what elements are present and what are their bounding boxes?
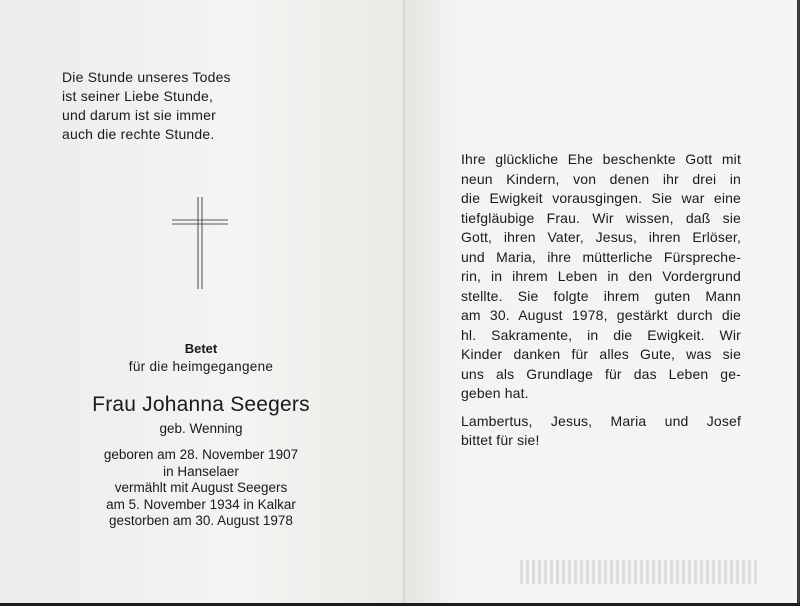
life-line: am 5. November 1934 in Kalkar (106, 496, 296, 512)
bleed-through-imprint (520, 560, 760, 584)
biography-line: stellte. Sie folgte ihrem guten Mann (461, 287, 741, 304)
life-line: vermählt mit August Seegers (114, 480, 288, 495)
prayer-line: Lambertus, Jesus, Maria und Josef (461, 412, 741, 429)
deceased-name: Frau Johanna Seegers (92, 393, 310, 416)
biography-line: neun Kindern, von denen ihr drei in (461, 170, 741, 187)
cross-icon (172, 197, 228, 289)
life-line: gestorben am 30. August 1978 (109, 513, 293, 528)
biography-text (461, 150, 741, 451)
biography-line: Ihre glückliche Ehe beschenkte Gott mit (461, 151, 741, 167)
biography-line: und Maria, ihre mütterliche Fürspreche- (461, 248, 741, 265)
biography-line: hl. Sakramente, in die Ewigkeit. Wir (461, 326, 741, 343)
biography-line: uns als Grundlage für das Leben ge- (461, 365, 741, 382)
biography-line: Gott, ihren Vater, Jesus, ihren Erlöser, (461, 229, 741, 245)
card-fold (403, 0, 405, 606)
betet-heading: Betet (184, 341, 218, 356)
prayer-line: bittet für sie! (461, 432, 540, 448)
biography-line: rin, in ihrem Leben in den Vordergrund (461, 268, 741, 284)
life-line: geboren am 28. November 1907 (103, 447, 299, 462)
biography-line: die Ewigkeit vorausgingen. Sie war eine (461, 190, 741, 206)
life-dates (60, 447, 342, 530)
paragraph-gap (461, 404, 741, 412)
biography-line: tiefgläubige Frau. Wir wissen, daß sie (461, 209, 741, 226)
biography-line: am 30. August 1978, gestärkt durch die (461, 307, 741, 323)
motto-line: Die Stunde unseres Todes (62, 69, 231, 85)
biography-line: geben hat. (461, 385, 529, 401)
motto-line: und darum ist sie immer (62, 107, 216, 123)
life-line: in Hanselaer (163, 463, 239, 479)
biography-line: Kinder danken für alles Gute, was sie (461, 346, 741, 362)
motto-line: ist seiner Liebe Stunde, (62, 88, 214, 104)
motto (62, 68, 231, 144)
maiden-name: geb. Wenning (159, 421, 243, 436)
motto-line: auch die rechte Stunde. (62, 126, 215, 142)
heimgegangene-line: für die heimgegangene (128, 359, 274, 374)
